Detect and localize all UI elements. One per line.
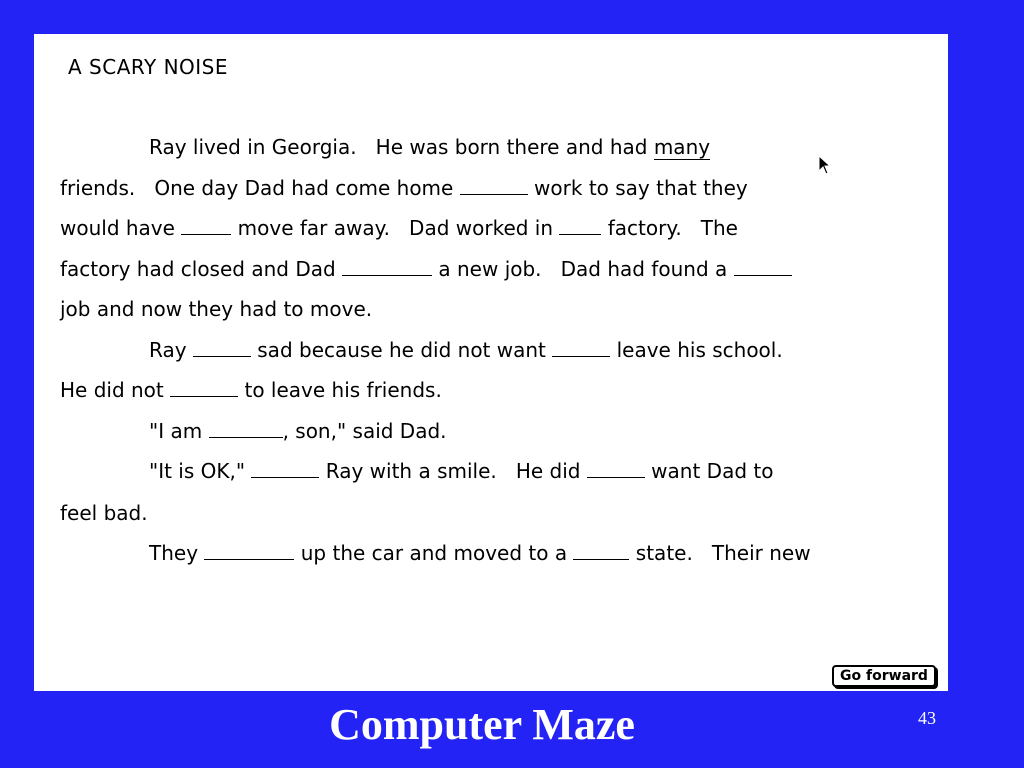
story-text: sad because he did not want [250, 338, 553, 362]
story-text: factory had closed and Dad [60, 257, 343, 281]
story-line [149, 337, 783, 363]
story-line [149, 540, 811, 566]
arrow-cursor-icon [818, 155, 832, 175]
story-line [149, 418, 447, 444]
story-line [60, 256, 792, 282]
page-number: 43 [918, 708, 936, 728]
story-line [149, 458, 773, 484]
story-text: Ray lived in Georgia. He was born there and had [149, 135, 654, 159]
story-line [60, 500, 148, 526]
answer-blank[interactable] [251, 459, 319, 478]
story-text: work to say that they [527, 176, 748, 200]
story-text: feel bad. [60, 501, 148, 525]
go-forward-button[interactable]: Go forward [832, 665, 936, 687]
story-text: want Dad to [644, 459, 774, 483]
answer-blank[interactable] [204, 541, 294, 560]
filled-answer[interactable]: many [653, 135, 711, 159]
story-text: Ray with a smile. He did [319, 459, 587, 483]
story-line [60, 215, 738, 241]
answer-blank[interactable] [342, 257, 432, 276]
story-text: "It is OK," [149, 459, 252, 483]
story-text: He did not [60, 378, 171, 402]
story-text: Ray [149, 338, 193, 362]
answer-blank[interactable] [587, 459, 645, 478]
story-line [60, 175, 748, 201]
story-text: friends. One day Dad had come home [60, 176, 460, 200]
answer-blank[interactable] [193, 338, 251, 357]
story-text: would have [60, 216, 182, 240]
story-text: "I am [149, 419, 209, 443]
story-text: to leave his friends. [238, 378, 442, 402]
story-text: factory. The [601, 216, 738, 240]
story-text: up the car and moved to a [294, 541, 574, 565]
story-line [149, 134, 710, 160]
answer-blank[interactable] [734, 257, 792, 276]
slide-title: Computer Maze [329, 700, 635, 749]
story-text: a new job. Dad had found a [432, 257, 734, 281]
answer-blank[interactable] [181, 216, 231, 235]
answer-blank[interactable] [460, 176, 528, 195]
story-title: A SCARY NOISE [68, 55, 229, 79]
answer-blank[interactable] [573, 541, 629, 560]
answer-blank[interactable] [170, 378, 238, 397]
story-text: , son," said Dad. [282, 419, 447, 443]
story-text: move far away. Dad worked in [231, 216, 560, 240]
story-text: state. Their new [629, 541, 811, 565]
story-text: leave his school. [610, 338, 783, 362]
answer-blank[interactable] [209, 419, 283, 438]
story-window [34, 34, 948, 691]
story-text: job and now they had to move. [60, 297, 373, 321]
story-line [60, 377, 442, 403]
story-text: They [149, 541, 205, 565]
story-line [60, 296, 372, 322]
answer-blank[interactable] [559, 216, 601, 235]
answer-blank[interactable] [552, 338, 610, 357]
